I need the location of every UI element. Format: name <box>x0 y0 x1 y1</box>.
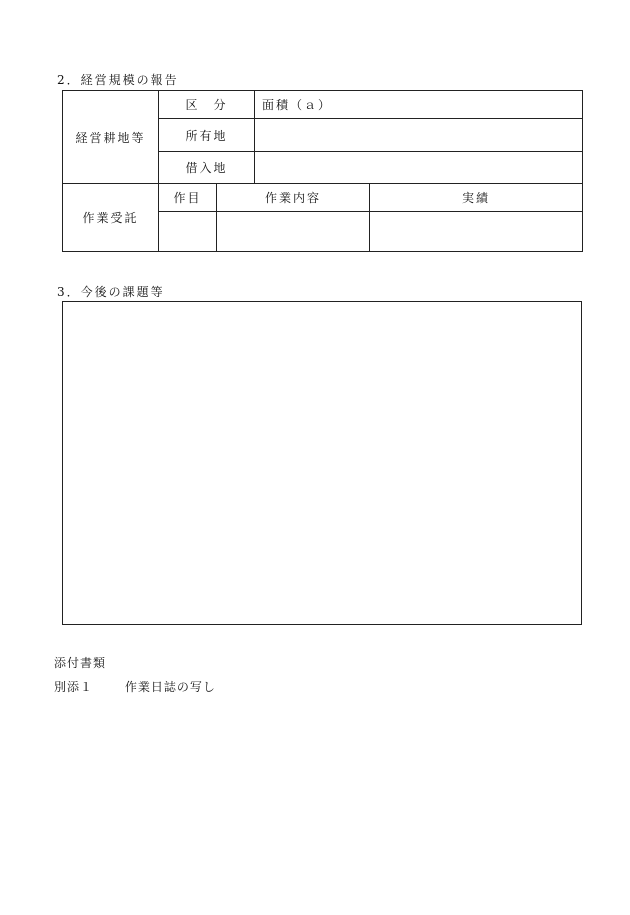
leased-land-area-cell[interactable] <box>255 152 583 184</box>
owned-land-label: 所有地 <box>159 119 255 152</box>
crop-header: 作目 <box>159 184 217 212</box>
owned-land-area-cell[interactable] <box>255 119 583 152</box>
attachment-item <box>54 678 216 695</box>
area-header: 面積（ａ） <box>255 91 583 119</box>
attachments-title: 添付書類 <box>54 656 107 670</box>
future-issues-box[interactable] <box>62 301 582 625</box>
section3-title: 3．今後の課題等 <box>57 285 165 299</box>
attachment-label: 別添１ <box>54 680 94 694</box>
leased-land-label: 借入地 <box>159 152 255 184</box>
category-header: 区 分 <box>159 91 255 119</box>
result-cell[interactable] <box>370 212 583 252</box>
contract-work-label: 作業受託 <box>63 184 159 252</box>
farmland-label: 経営耕地等 <box>63 91 159 184</box>
result-header: 実績 <box>370 184 583 212</box>
work-content-cell[interactable] <box>217 212 370 252</box>
work-content-header: 作業内容 <box>217 184 370 212</box>
farm-scale-table <box>62 90 583 252</box>
section2-title: 2．経営規模の報告 <box>57 73 179 87</box>
crop-cell[interactable] <box>159 212 217 252</box>
attachment-name: 作業日誌の写し <box>124 680 216 694</box>
